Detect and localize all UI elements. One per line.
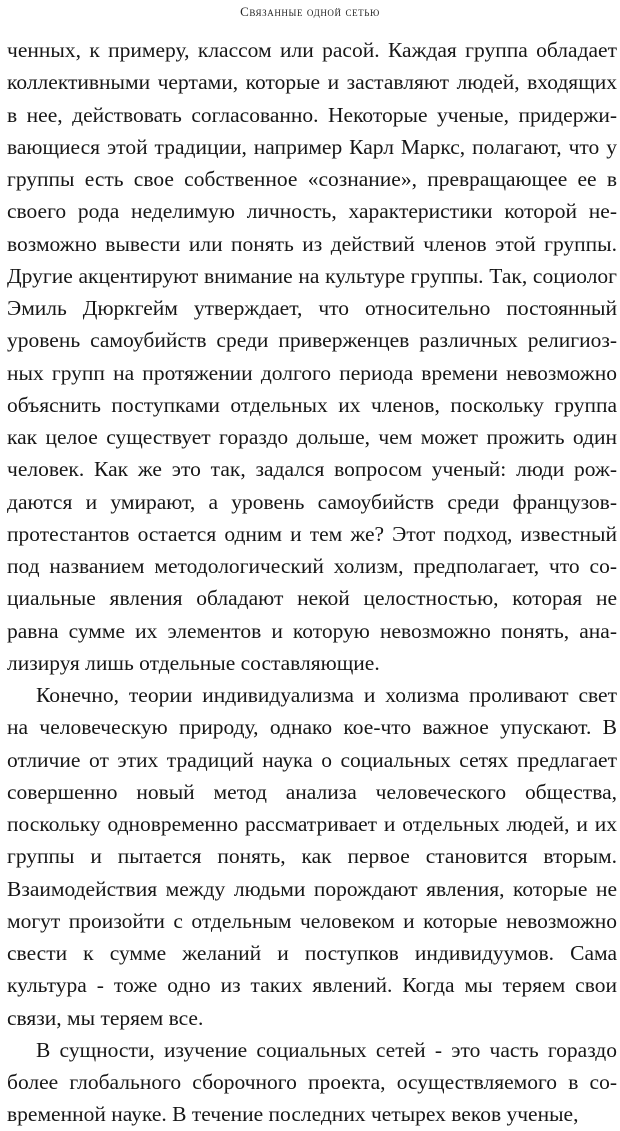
text-line: лизируя лишь отдельные составляющие. <box>7 650 380 675</box>
paragraph <box>7 679 617 1034</box>
text-line: более глобального сборочного проекта, осуществляемого в со- <box>7 1070 617 1094</box>
text-line: равна сумме их элементов и которую невозможно понять, ана- <box>7 618 617 643</box>
text-line: в нее, действовать согласованно. Некоторые ученые, придержи- <box>7 102 617 127</box>
text-line: временной науке. В течение последних четырех веков ученые, <box>7 1102 579 1127</box>
text-line: свести к сумме желаний и поступков индивидуумов. Сама <box>7 941 617 965</box>
text-line: уровень самоубийств среди приверженцев различных религиоз- <box>7 328 617 353</box>
text-line: В сущности, изучение социальных сетей - это часть гораздо <box>36 1037 617 1062</box>
text-line: вающиеся этой традиции, например Карл Маркс, полагают, что у <box>7 134 617 159</box>
text-line: Взаимодействия между людьми порождают явления, которые не <box>7 876 617 901</box>
running-head: Связанные одной сетью <box>240 4 380 19</box>
text-line: группы и пытается понять, как первое становится вторым. <box>7 844 617 869</box>
text-line: ных групп на протяжении долгого периода времени невозможно <box>7 360 617 385</box>
text-line: циальные явления обладают некой целостностью, которая не <box>7 586 617 611</box>
paragraph <box>7 34 617 679</box>
text-line: совершенно новый метод анализа человеческого общества, <box>7 779 617 804</box>
text-line: культура - тоже одно из таких явлений. Когда мы теряем свои <box>7 973 617 998</box>
text-line: Конечно, теории индивидуализма и холизма проливают свет <box>36 683 617 707</box>
text-line: группы есть свое собственное «сознание», превращающее ее в <box>7 167 617 191</box>
text-line: связи, мы теряем все. <box>7 1005 204 1030</box>
text-line: человек. Как же это так, задался вопросом ученый: люди рож- <box>7 457 617 482</box>
text-line: могут произойти с отдельным человеком и которые невозможно <box>7 908 617 933</box>
text-line: на человеческую природу, однако кое-что важное упускают. В <box>7 715 617 740</box>
text-line: даются и умирают, а уровень самоубийств среди французов- <box>7 489 617 514</box>
text-line: как целое существует гораздо дольше, чем может прожить один <box>7 425 617 449</box>
text-line: отличие от этих традиций наука о социальных сетях предлагает <box>7 747 617 772</box>
body-text <box>7 34 617 1131</box>
text-line: под названием методологический холизм, предполагает, что со- <box>7 554 617 578</box>
text-line: своего рода неделимую личность, характеристики которой не- <box>7 199 617 224</box>
text-line: возможно вывести или понять из действий членов этой группы. <box>7 231 617 256</box>
text-line: объяснить поступками отдельных их членов, поскольку группа <box>7 392 617 417</box>
text-line: коллективными чертами, которые и заставляют людей, входящих <box>7 70 617 95</box>
text-line: поскольку одновременно рассматривает и отдельных людей, и их <box>7 812 617 836</box>
text-line: Эмиль Дюркгейм утверждает, что относительно постоянный <box>7 296 617 320</box>
paragraph <box>7 1034 617 1131</box>
text-line: протестантов остается одним и тем же? Этот подход, известный <box>7 521 617 546</box>
text-line: Другие акцентируют внимание на культуре группы. Так, социолог <box>7 263 617 288</box>
text-line: ченных, к примеру, классом или расой. Каждая группа обладает <box>7 38 617 62</box>
